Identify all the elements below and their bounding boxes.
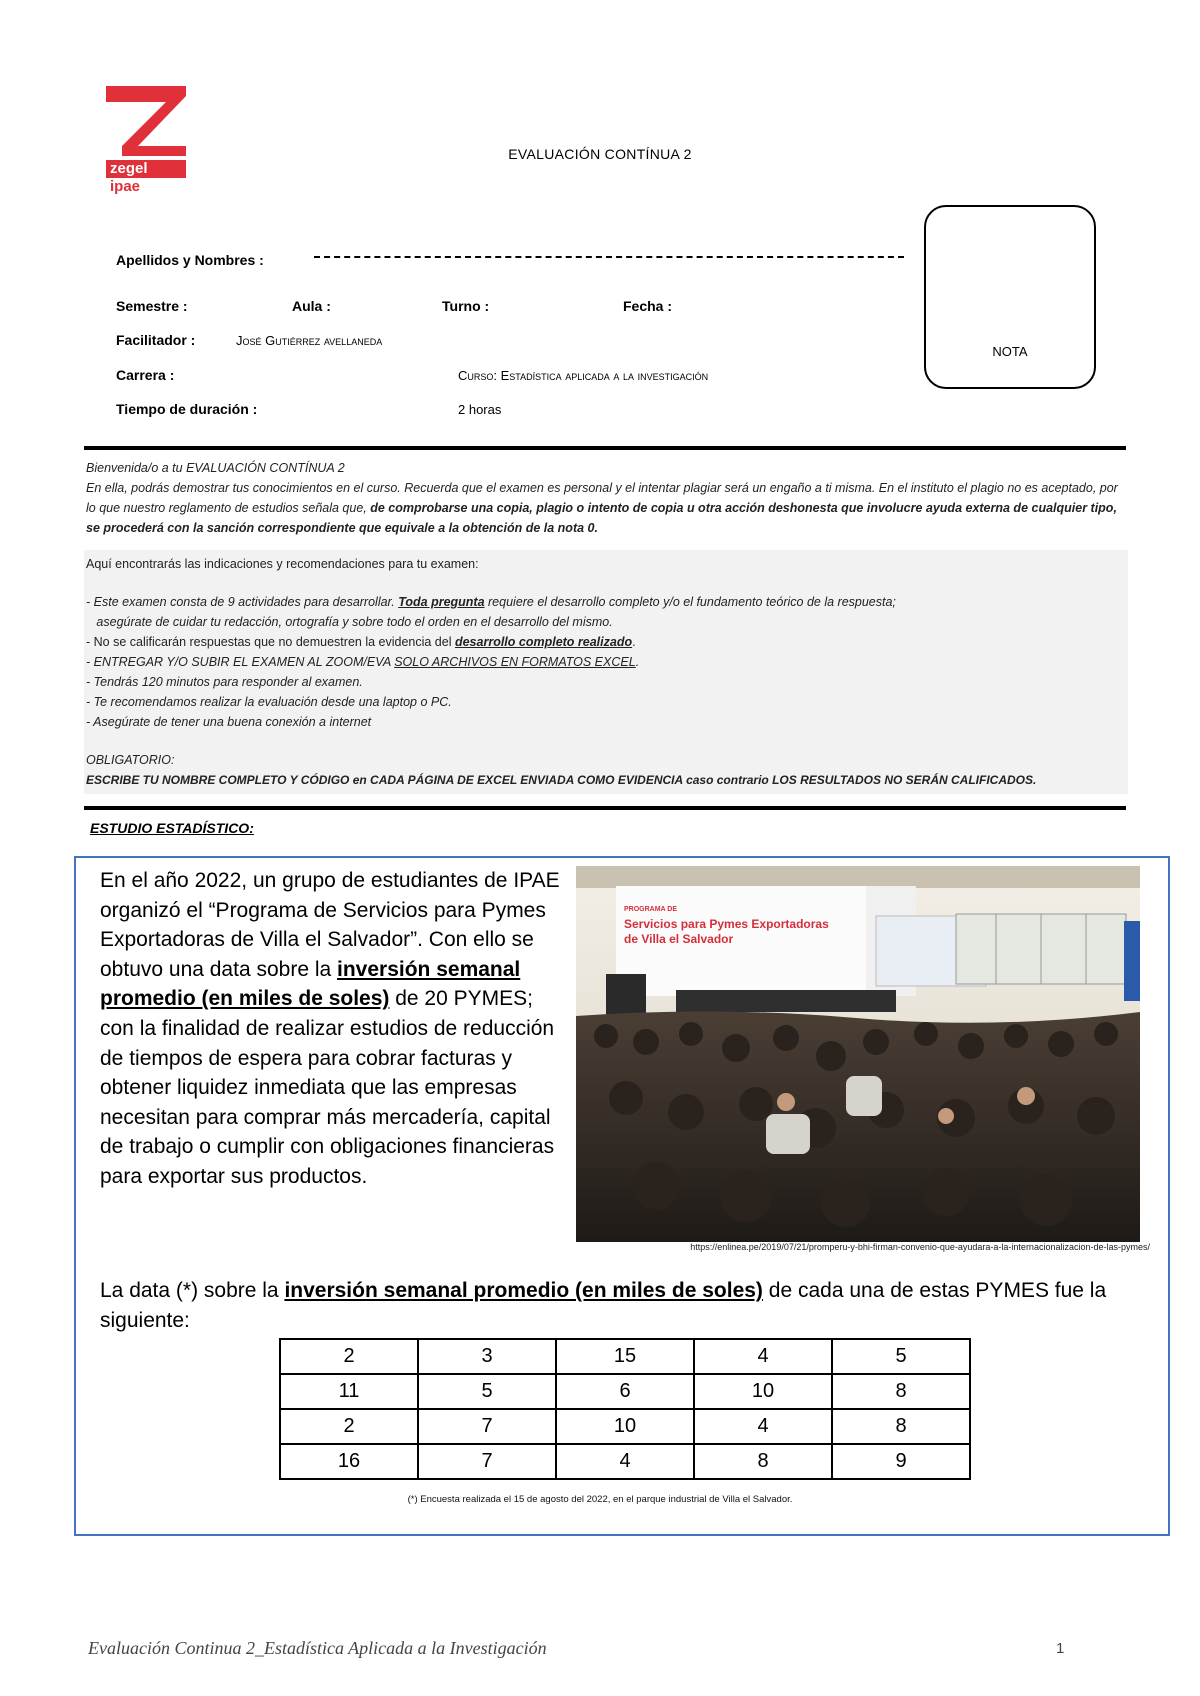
page-number: 1 [1056,1640,1065,1657]
table-cell: 6 [556,1374,694,1409]
table-cell: 2 [280,1339,418,1374]
case-story [100,866,570,1192]
nombres-label: Apellidos y Nombres : [116,252,264,268]
photo-banner-line-1: PROGRAMA DE [624,906,678,913]
item1-c: requiere el desarrollo completo y/o el fundamento teórico de la respuesta; [484,595,896,609]
curso-value: Curso: Estadística aplicada a la investigación [458,368,709,383]
intro-text [86,458,1126,538]
facilitador-value: José Gutiérrez avellaneda [236,333,383,348]
logo-ipae-text: ipae [110,178,141,195]
logo-zegel-text: zegel [106,160,186,178]
page-footer: Evaluación Continua 2_Estadística Aplicada a la Investigación [88,1638,547,1658]
data-part-c: de cada una de estas PYMES fue la siguiente: [100,1279,1107,1332]
story-part-c: de 20 PYMES; con la finalidad de realizar estudios de reducción de tiempos de espera para cobrar facturas y obtener liquidez inmediata que las empresas necesitan para comprar más mercadería, capital de trabajo o cumplir con obligaciones financieras para exportar sus productos. [100,987,555,1188]
photo-banner-line-3: de Villa el Salvador [624,932,734,946]
intro-line-2 [86,478,1126,538]
tiempo-value: 2 horas [458,402,502,417]
table-cell: 4 [694,1409,832,1444]
semestre-label: Semestre : [116,298,188,314]
item3-c: . [635,655,640,669]
table-cell: 5 [418,1374,556,1409]
photo-banner [624,902,862,947]
item1-a: - Este examen consta de 9 actividades para desarrollar. [86,595,399,609]
item2-a: - No se calificarán respuestas que no demuestren la evidencia del [86,635,455,649]
nombres-line [314,256,904,258]
table-cell: 8 [694,1444,832,1479]
divider-top [84,446,1126,450]
table-cell: 8 [832,1374,970,1409]
table-cell: 4 [694,1339,832,1374]
table-cell: 9 [832,1444,970,1479]
table-cell: 4 [556,1444,694,1479]
facilitador-label: Facilitador : [116,332,196,348]
item1-b: Toda pregunta [398,595,485,609]
event-photo [576,866,1140,1242]
table-cell: 16 [280,1444,418,1479]
turno-label: Turno : [442,298,490,314]
aula-label: Aula : [292,298,331,314]
intro-line-2b: de comprobarse una copia, plagio o intento de copia u otra acción deshonesta que involucre ayuda externa de cualquier tipo, se procederá con la sanción correspondiente que equivale a la obtención de la nota 0. [86,501,1117,535]
instruction-item-3 [86,652,1126,672]
instruction-item-5: - Te recomendamos realizar la evaluación desde una laptop o PC. [86,695,452,709]
photo-banner-line-2: Servicios para Pymes Exportadoras [624,917,829,931]
nota-label: NOTA [992,344,1028,359]
instruction-item-4: - Tendrás 120 minutos para responder al examen. [86,675,363,689]
tiempo-label: Tiempo de duración : [116,401,258,417]
item3-a: - ENTREGAR Y/O SUBIR EL EXAMEN AL ZOOM/EVA [86,655,395,669]
data-highlight: inversión semanal promedio (en miles de soles) [284,1279,763,1302]
data-table [279,1338,971,1480]
obligatorio-title: OBLIGATORIO: [86,753,175,767]
data-description [100,1276,1140,1336]
page-title: EVALUACIÓN CONTÍNUA 2 [508,146,692,162]
instructions-heading: Aquí encontrarás las indicaciones y recomendaciones para tu examen: [86,557,479,571]
table-cell: 3 [418,1339,556,1374]
nota-box [924,205,1096,389]
item2-b: desarrollo completo realizado [454,635,633,649]
instruction-item-1-cont: asegúrate de cuidar tu redacción, ortografía y sobre todo el orden en el desarrollo del mismo. [86,615,613,629]
carrera-label: Carrera : [116,367,175,383]
table-cell: 7 [418,1444,556,1479]
instruction-item-1 [86,592,1126,612]
section-title: ESTUDIO ESTADÍSTICO: [90,820,254,836]
item3-b: SOLO ARCHIVOS EN FORMATOS EXCEL [394,655,636,669]
instructions [86,554,1126,790]
table-row [280,1444,970,1479]
photo-source-link[interactable]: https://enlinea.pe/2019/07/21/promperu-y-bhi-firman-convenio-que-ayudara-a-la-internacionalizacion-de-las-pymes/ [690,1242,1150,1252]
zegel-ipae-logo [104,82,188,202]
table-cell: 15 [556,1339,694,1374]
table-row [280,1374,970,1409]
table-cell: 10 [694,1374,832,1409]
intro-line-2a: En ella, podrás demostrar tus conocimientos en el curso. Recuerda que el examen es personal y el intentar plagiar será un engaño a ti misma. En el instituto el plagio no es aceptado, por lo que nuestro reglamento de estudios señala que, [86,481,1118,515]
table-cell: 7 [418,1409,556,1444]
table-cell: 10 [556,1409,694,1444]
table-cell: 8 [832,1409,970,1444]
instruction-item-6: - Asegúrate de tener una buena conexión a internet [86,715,372,729]
divider-bottom [84,806,1126,810]
obligatorio-text: ESCRIBE TU NOMBRE COMPLETO Y CÓDIGO en CADA PÁGINA DE EXCEL ENVIADA COMO EVIDENCIA caso contrario LOS RESULTADOS NO SERÁN CALIFICADOS. [86,773,1037,787]
fecha-label: Fecha : [623,298,673,314]
story-part-a: En el año 2022, un grupo de estudiantes de IPAE organizó el “Programa de Servicios para Pymes Exportadoras de Villa el Salvador”. Con ello se obtuvo una data sobre la [100,869,560,981]
table-row [280,1339,970,1374]
table-cell: 2 [280,1409,418,1444]
survey-note: (*) Encuesta realizada el 15 de agosto del 2022, en el parque industrial de Villa el Salvador. [407,1494,793,1505]
table-cell: 5 [832,1339,970,1374]
table-cell: 11 [280,1374,418,1409]
intro-line-1: Bienvenida/o a tu EVALUACIÓN CONTÍNUA 2 [86,461,345,475]
item2-c: . [632,635,636,649]
data-part-a: La data (*) sobre la [100,1279,285,1302]
instruction-item-2 [86,632,1126,652]
story-highlight: inversión semanal promedio (en miles de soles) [100,957,521,1011]
table-row [280,1409,970,1444]
